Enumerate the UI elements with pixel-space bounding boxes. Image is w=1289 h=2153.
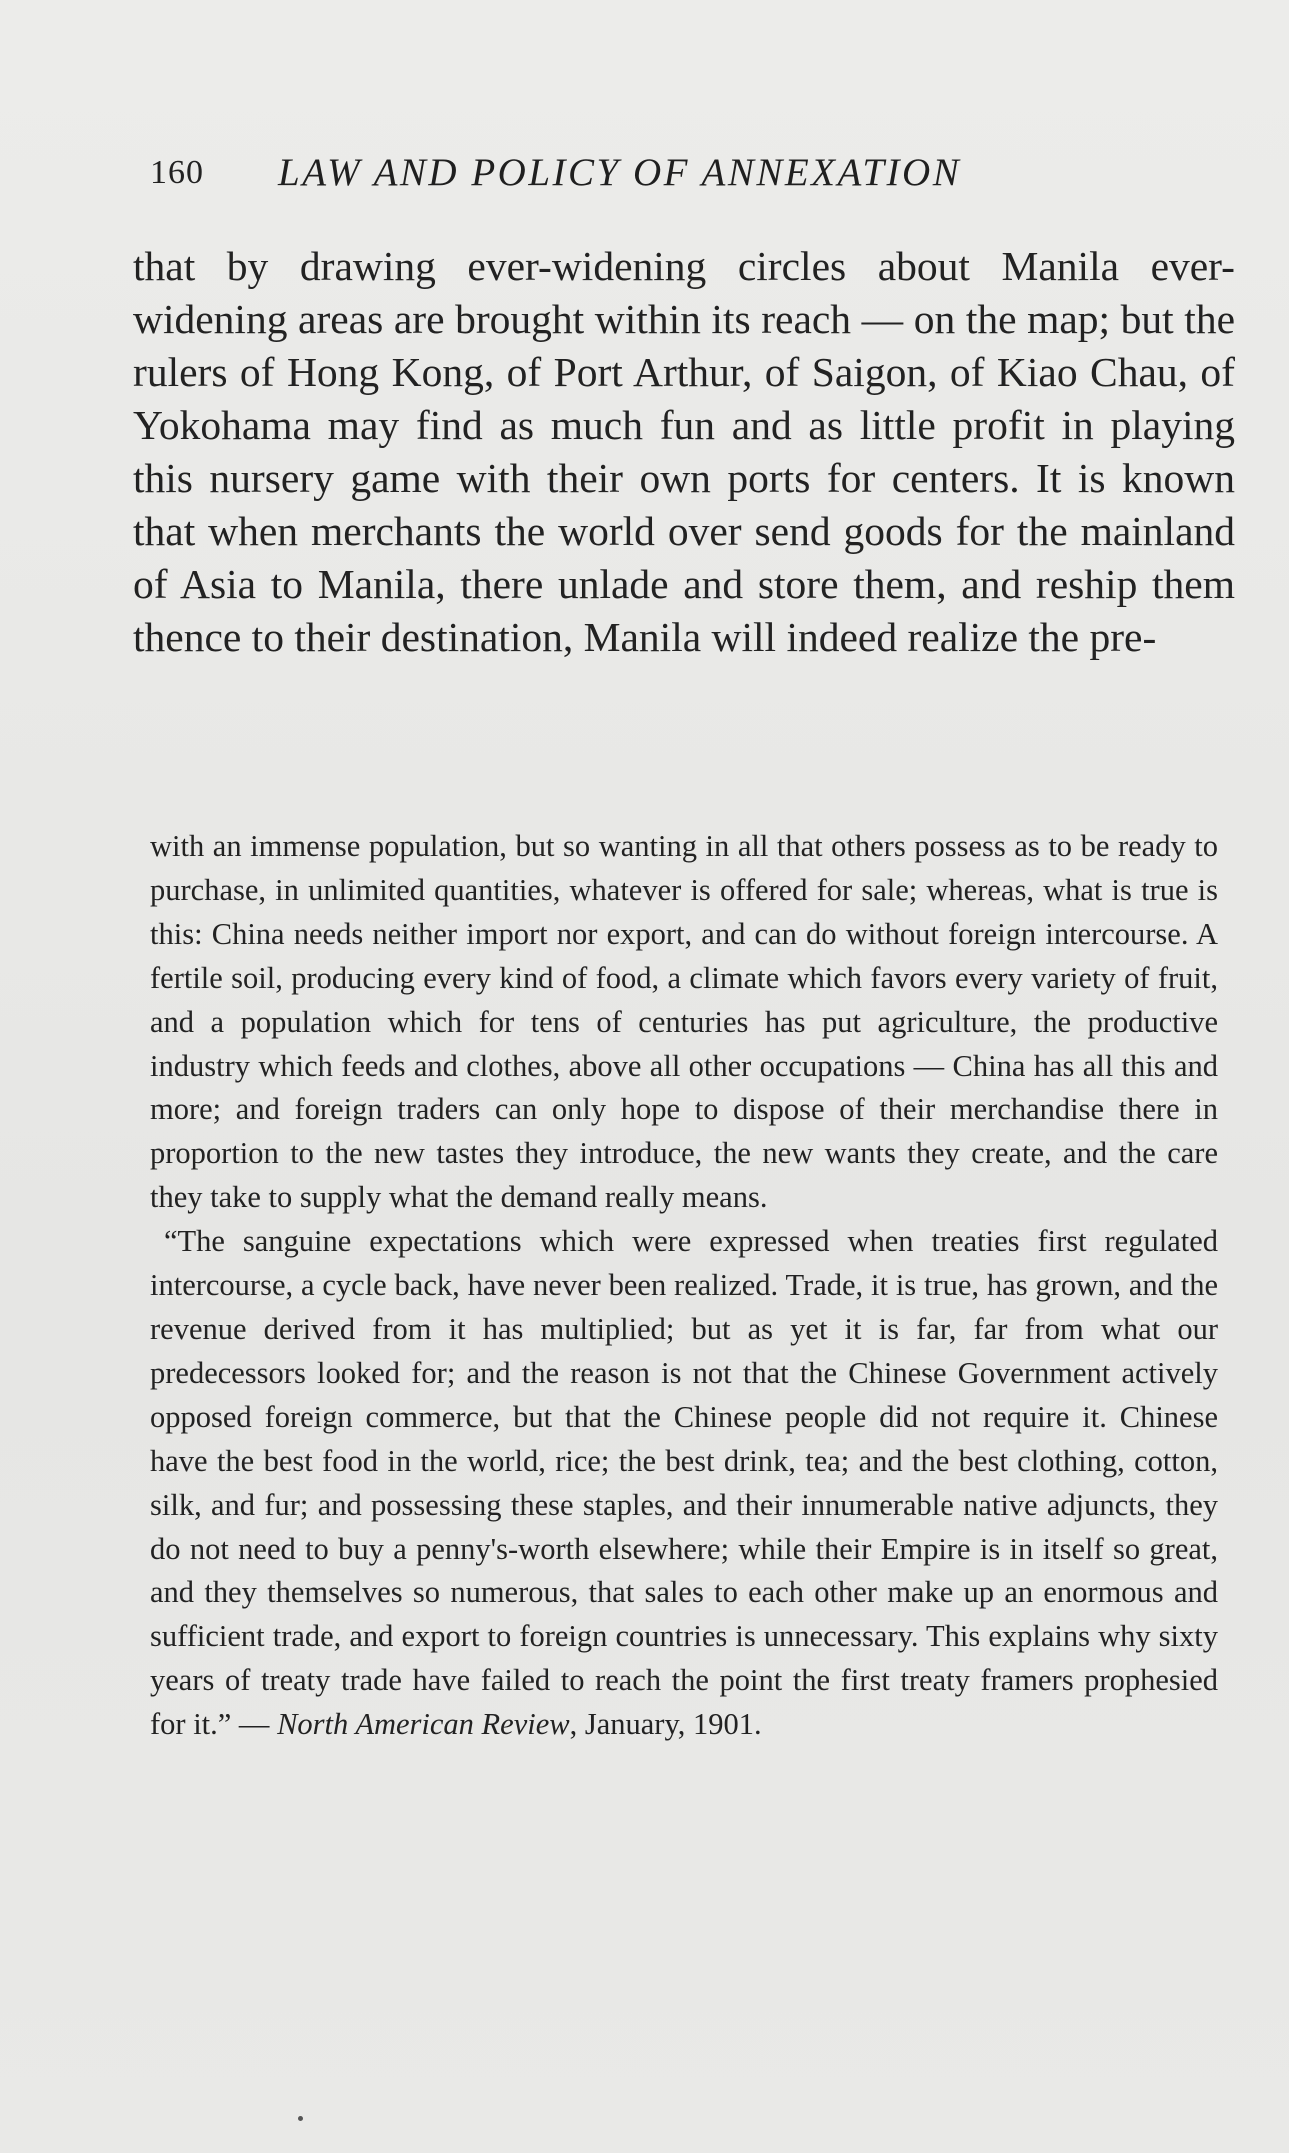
body-paragraph: that by drawing ever-widening circles about Manila ever-widening areas are brought within its reach — on the map; but the rulers of Hong Kong, of Port Arthur, of Saigon, of Kiao Chau, of Yokohama may find as much fun and as little profit in playing this nursery game with their own ports for centers. It is known that when merchants the world over send goods for the mainland of Asia to Manila, there unlade and store them, and reship them thence to their destination, Manila will indeed realize the pre- [133,243,1235,660]
citation-date: , January, 1901. [569,1707,762,1742]
footnote-paragraph-1: with an immense population, but so wanting in all that others possess as to be ready to purchase, in unlimited quantities, whatever is offered for sale; whereas, what is true is this: China needs neither import nor export, and can do without foreign intercourse. A fertile soil, producing every kind of food, a climate which favors every variety of fruit, and a population which for tens of centuries has put agriculture, the productive industry which feeds and clothes, above all other occupations — China has all this and more; and foreign traders can only hope to dispose of their merchandise there in proportion to the new tastes they introduce, the new wants they create, and the care they take to supply what the demand really means. [150,829,1218,1215]
running-title: LAW AND POLICY OF ANNEXATION [278,151,962,194]
footnote-paragraph-2 [150,1220,1218,1747]
footnote-quote-text: “The sanguine expectations which were expressed when treaties first regulated intercourse, a cycle back, have never been realized. Trade, it is true, has grown, and the revenue derived from it has multiplied; but as yet it is far, far from what our predecessors looked for; and the reason is not that the Chinese Government actively opposed foreign commerce, but that the Chinese people did not require it. Chinese have the best food in the world, rice; the best drink, tea; and the best clothing, cotton, silk, and fur; and possessing these staples, and their innumerable native adjuncts, they do not need to buy a penny's-worth elsewhere; while their Empire is in itself so great, and they themselves so numerous, that sales to each other make up an enormous and sufficient trade, and export to foreign countries is unnecessary. This explains why sixty years of treaty trade have failed to reach the point the first treaty framers prophesied for it.” — [150,1224,1218,1742]
citation-source: North American Review [277,1707,570,1742]
main-text [133,240,1235,664]
footnote [150,825,1218,1747]
ink-speck [298,2116,303,2121]
page-number: 160 [150,154,204,191]
running-head [150,150,1150,200]
